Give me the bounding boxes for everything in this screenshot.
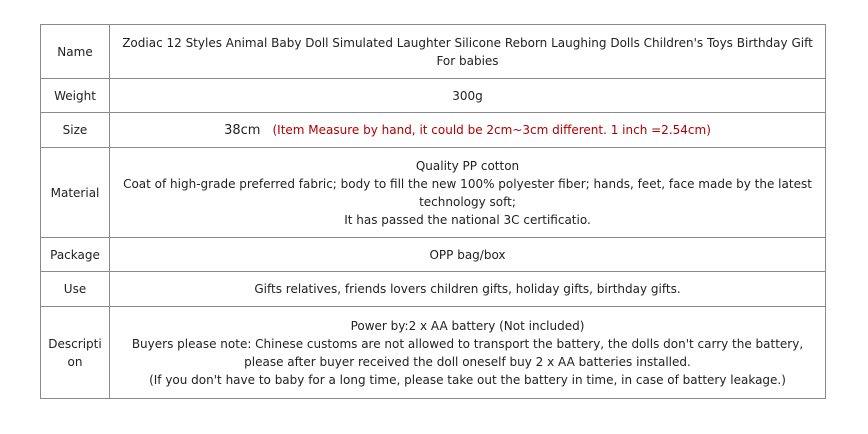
- use-label: Use: [41, 272, 110, 307]
- name-label: Name: [41, 25, 110, 79]
- description-label-cell: [41, 307, 110, 399]
- package-value: OPP bag/box: [110, 238, 826, 272]
- use-value: Gifts relatives, friends lovers children gifts, holiday gifts, birthday gifts.: [110, 272, 826, 307]
- package-row: [41, 238, 826, 272]
- size-value-cell: [110, 113, 826, 148]
- name-value: Zodiac 12 Styles Animal Baby Doll Simulated Laughter Silicone Reborn Laughing Dolls Children's Toys Birthday Gift For babies: [110, 25, 826, 79]
- size-value: 38cm: [224, 122, 261, 138]
- size-label: Size: [41, 113, 110, 148]
- description-line: (If you don't have to baby for a long time, please take out the battery in time, in case of battery leakage.): [149, 372, 786, 387]
- material-line: Quality PP cotton: [415, 158, 520, 173]
- use-row: [41, 272, 826, 307]
- package-label: Package: [41, 238, 110, 272]
- description-row: [41, 307, 826, 399]
- material-row: [41, 148, 826, 238]
- product-spec-table: [40, 24, 826, 399]
- description-line: please after buyer received the doll oneself buy 2 x AA batteries installed.: [244, 354, 691, 369]
- name-row: [41, 25, 826, 79]
- material-value: [110, 148, 826, 238]
- description-line: Buyers please note: Chinese customs are not allowed to transport the battery, the dolls don't carry the battery,: [131, 336, 804, 351]
- size-row: [41, 113, 826, 148]
- description-value: [110, 307, 826, 399]
- size-note: (Item Measure by hand, it could be 2cm~3cm different. 1 inch =2.54cm): [272, 122, 711, 137]
- material-line: It has passed the national 3C certificatio.: [344, 212, 591, 227]
- material-line: Coat of high-grade preferred fabric; body to fill the new 100% polyester fiber; hands, feet, face made by the latest technology soft;: [123, 176, 812, 209]
- description-label: Description: [48, 336, 102, 369]
- weight-value: 300g: [110, 79, 826, 113]
- weight-label: Weight: [41, 79, 110, 113]
- weight-row: [41, 79, 826, 113]
- material-label: Material: [41, 148, 110, 238]
- description-line: Power by:2 x AA battery (Not included): [350, 318, 585, 333]
